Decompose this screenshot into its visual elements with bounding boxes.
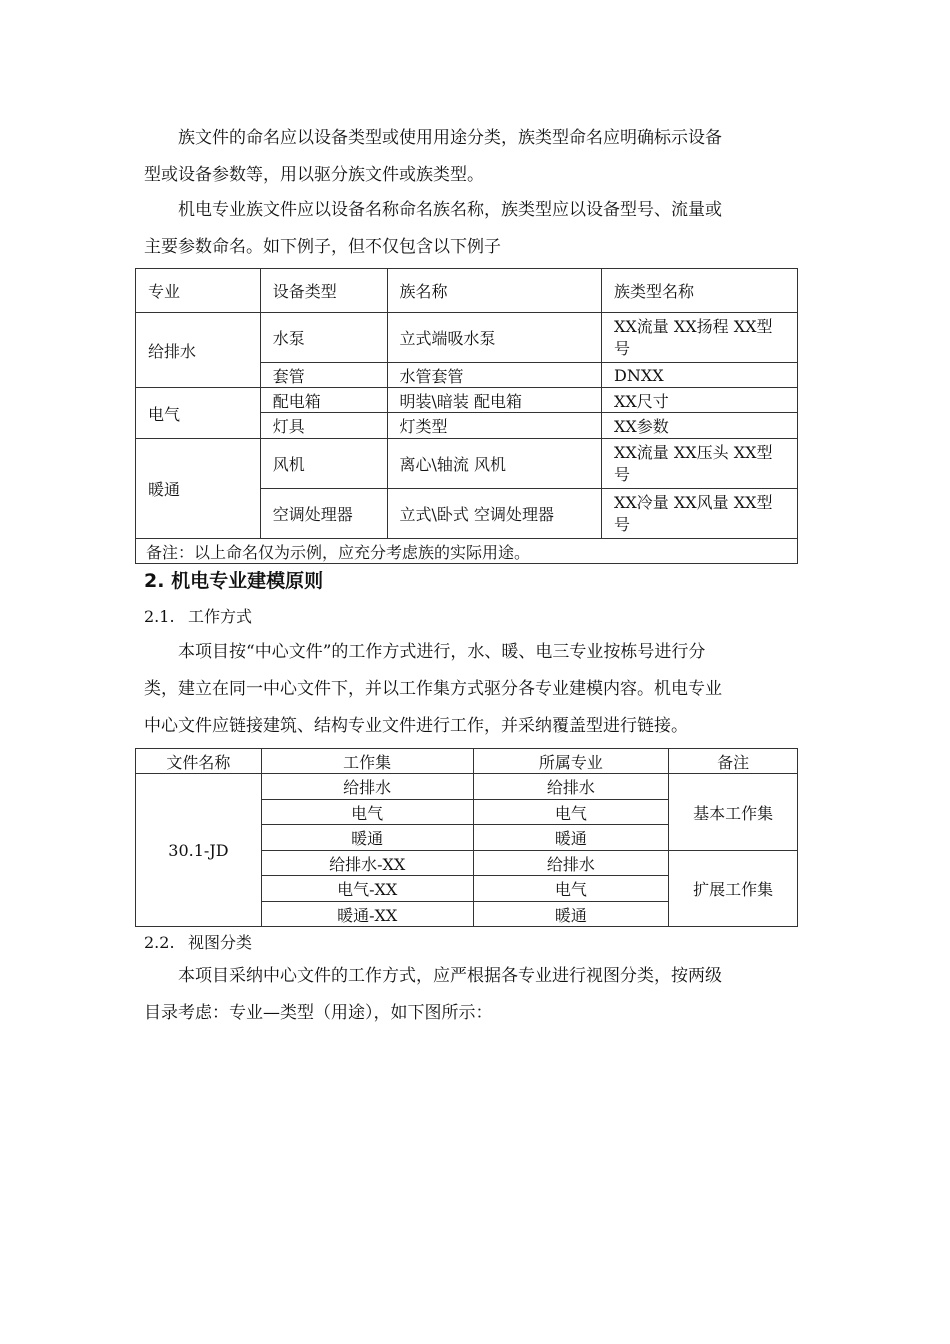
family-type-cell: DNXX	[602, 363, 798, 388]
text-line: 号	[614, 514, 631, 534]
table-row	[136, 313, 798, 363]
text-line: XX冷量 XX风量 XX型	[614, 492, 773, 512]
header-cell: 工作集	[261, 749, 473, 774]
section-heading	[144, 566, 323, 593]
table-row	[136, 439, 798, 489]
equipment-type-cell: 水泵	[260, 313, 387, 363]
header-cell: 族名称	[387, 269, 602, 313]
family-name-cell: 明装\暗装 配电箱	[387, 388, 602, 413]
discipline-cell: 给排水	[473, 774, 669, 800]
workset-cell: 暖通-XX	[261, 902, 473, 927]
subsection-title: 视图分类	[188, 933, 253, 952]
note-cell: 基本工作集	[669, 774, 798, 851]
workset-cell: 给排水-XX	[261, 851, 473, 876]
intro-paragraph-2	[144, 192, 806, 266]
table-note: 备注：以上命名仅为示例，应充分考虑族的实际用途。	[136, 539, 798, 564]
discipline-cell: 暖通	[136, 439, 261, 539]
equipment-type-cell: 配电箱	[260, 388, 387, 413]
family-naming-table	[135, 268, 798, 564]
note-cell: 扩展工作集	[669, 851, 798, 927]
workset-table	[135, 748, 798, 927]
header-cell: 所属专业	[473, 749, 669, 774]
equipment-type-cell: 空调处理器	[260, 489, 387, 539]
file-name-cell: 30.1-JD	[136, 774, 262, 927]
header-cell: 专业	[136, 269, 261, 313]
workset-cell: 暖通	[261, 825, 473, 851]
header-cell: 备注	[669, 749, 798, 774]
subsection-number: 2.2.	[144, 933, 175, 952]
discipline-cell: 暖通	[473, 902, 669, 927]
header-cell: 设备类型	[260, 269, 387, 313]
text-line: 号	[614, 464, 631, 484]
workflow-paragraph	[144, 634, 806, 745]
family-type-cell: XX尺寸	[602, 388, 798, 413]
family-name-cell: 立式端吸水泵	[387, 313, 602, 363]
section-number: 2.	[144, 570, 165, 592]
text-line: 本项目按“中心文件”的工作方式进行，水、暖、电三专业按栋号进行分	[178, 642, 706, 662]
discipline-cell: 电气	[473, 800, 669, 825]
intro-paragraph-1	[144, 120, 806, 194]
table-note-row	[136, 539, 798, 564]
header-cell: 族类型名称	[602, 269, 798, 313]
equipment-type-cell: 灯具	[260, 413, 387, 439]
family-name-cell: 水管套管	[387, 363, 602, 388]
discipline-cell: 电气	[136, 388, 261, 439]
family-type-cell	[602, 313, 798, 363]
family-type-cell	[602, 439, 798, 489]
workset-cell: 电气	[261, 800, 473, 825]
text-line: 类，建立在同一中心文件下，并以工作集方式驱分各专业建模内容。机电专业	[144, 679, 722, 699]
discipline-cell: 给排水	[473, 851, 669, 876]
text-line: 号	[614, 338, 631, 358]
subsection-number: 2.1.	[144, 607, 175, 626]
table-header-row	[136, 749, 798, 774]
equipment-type-cell: 风机	[260, 439, 387, 489]
subsection-title: 工作方式	[188, 607, 253, 626]
discipline-cell: 给排水	[136, 313, 261, 388]
family-type-cell: XX参数	[602, 413, 798, 439]
table-row	[136, 774, 798, 800]
text-line: 本项目采纳中心文件的工作方式，应严根据各专业进行视图分类，按两级	[178, 966, 722, 986]
table-header-row	[136, 269, 798, 313]
discipline-cell: 电气	[473, 876, 669, 902]
view-classification-paragraph	[144, 958, 806, 1032]
text-line: 族文件的命名应以设备类型或使用用途分类，族类型命名应明确标示设备	[178, 128, 722, 148]
workset-cell: 电气-XX	[261, 876, 473, 902]
family-name-cell: 立式\卧式 空调处理器	[387, 489, 602, 539]
subsection-heading	[144, 930, 252, 953]
table-row	[136, 388, 798, 413]
discipline-cell: 暖通	[473, 825, 669, 851]
workset-cell: 给排水	[261, 774, 473, 800]
family-name-cell: 灯类型	[387, 413, 602, 439]
text-line: 机电专业族文件应以设备名称命名族名称，族类型应以设备型号、流量或	[178, 200, 722, 220]
text-line: 目录考虑：专业—类型（用途），如下图所示：	[144, 1003, 493, 1023]
text-line: XX流量 XX压头 XX型	[614, 442, 773, 462]
family-name-cell: 离心\轴流 风机	[387, 439, 602, 489]
equipment-type-cell: 套管	[260, 363, 387, 388]
text-line: 型或设备参数等，用以驱分族文件或族类型。	[144, 165, 484, 185]
subsection-heading	[144, 604, 252, 627]
text-line: 主要参数命名。如下例子，但不仅包含以下例子	[144, 237, 501, 257]
text-line: 中心文件应链接建筑、结构专业文件进行工作，并采纳覆盖型进行链接。	[144, 716, 688, 736]
text-line: XX流量 XX扬程 XX型	[614, 316, 773, 336]
family-type-cell	[602, 489, 798, 539]
header-cell: 文件名称	[136, 749, 262, 774]
section-title: 机电专业建模原则	[171, 570, 324, 592]
